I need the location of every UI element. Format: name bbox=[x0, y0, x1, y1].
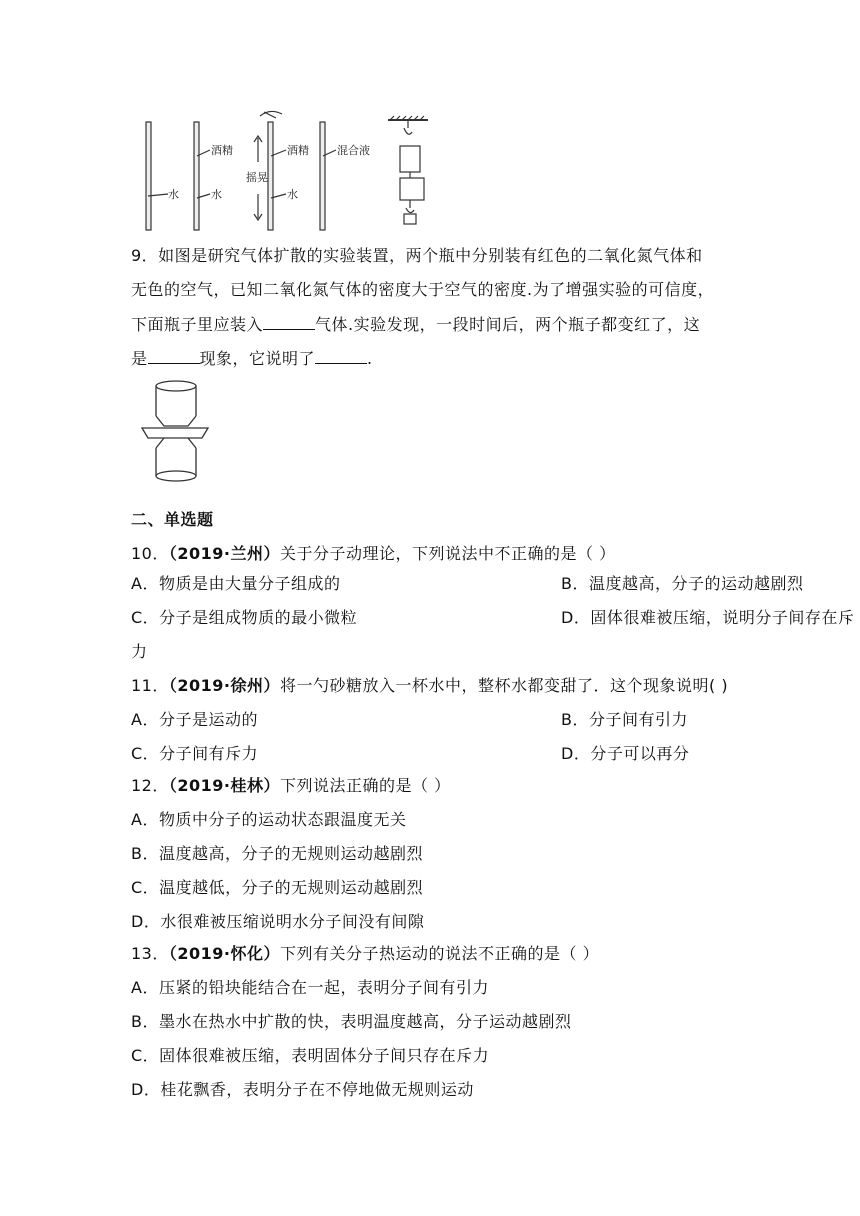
label-water-2: 水 bbox=[211, 188, 222, 201]
q9-line1: 9．如图是研究气体扩散的实验装置，两个瓶中分别装有红色的二氧化氮气体和 bbox=[131, 246, 703, 265]
q13-number: 13． bbox=[131, 944, 169, 963]
q10-option-d[interactable]: D．固体很难被压缩，说明分子间存在斥 bbox=[561, 608, 855, 627]
q13-option-b[interactable]: B．墨水在热水中扩散的快，表明温度越高，分子运动越剧烈 bbox=[131, 1012, 572, 1031]
q10-stem bbox=[131, 544, 616, 564]
label-alcohol-2: 酒精 bbox=[287, 144, 309, 157]
q10-question: 关于分子动理论，下列说法中不正确的是（ ） bbox=[280, 544, 616, 563]
q13-option-c[interactable]: C．固体很难被压缩，表明固体分子间只存在斥力 bbox=[131, 1046, 490, 1065]
q11-option-d[interactable]: D．分子可以再分 bbox=[561, 744, 690, 763]
q10-option-d-continued: 力 bbox=[131, 642, 148, 661]
q13-option-a[interactable]: A．压紧的铅块能结合在一起，表明分子间有引力 bbox=[131, 978, 489, 997]
q9-line3-a: 下面瓶子里应装入 bbox=[131, 315, 264, 334]
q10-option-c[interactable]: C．分子是组成物质的最小微粒 bbox=[131, 608, 358, 627]
q10-source: （2019·兰州） bbox=[168, 544, 280, 563]
q12-source: （2019·桂林） bbox=[168, 776, 280, 795]
q9-line4-b: 现象，它说明了 bbox=[199, 349, 316, 368]
q10-row2 bbox=[131, 608, 855, 628]
q12-option-d[interactable]: D．水很难被压缩说明水分子间没有间隙 bbox=[131, 912, 425, 931]
answer-blank-3[interactable] bbox=[315, 348, 367, 364]
q12-option-a[interactable]: A．物质中分子的运动状态跟温度无关 bbox=[131, 810, 407, 829]
q9-line4 bbox=[131, 348, 373, 369]
q13-stem bbox=[131, 944, 599, 964]
q9-line2: 无色的空气，已知二氧化氮气体的密度大于空气的密度.为了增强实验的可信度， bbox=[131, 280, 715, 299]
q10-number: 10． bbox=[131, 544, 169, 563]
q10-row1 bbox=[131, 574, 804, 594]
section-title: 二、单选题 bbox=[131, 510, 214, 529]
label-mixture: 混合液 bbox=[337, 144, 370, 157]
answer-blank-1[interactable] bbox=[263, 314, 315, 330]
q12-option-b[interactable]: B．温度越高，分子的无规则运动越剧烈 bbox=[131, 844, 423, 863]
answer-blank-2[interactable] bbox=[148, 348, 200, 364]
q11-question: 将一勺砂糖放入一杯水中，整杯水都变甜了．这个现象说明( ) bbox=[280, 676, 729, 695]
q10-option-a[interactable]: A．物质是由大量分子组成的 bbox=[131, 574, 341, 593]
q11-option-a[interactable]: A．分子是运动的 bbox=[131, 710, 258, 729]
q11-option-b[interactable]: B．分子间有引力 bbox=[561, 710, 688, 729]
q9-line4-c: . bbox=[367, 349, 373, 368]
q11-stem bbox=[131, 676, 728, 696]
q13-question: 下列有关分子热运动的说法不正确的是（ ） bbox=[280, 944, 600, 963]
q11-row2 bbox=[131, 744, 690, 764]
q9-line3 bbox=[131, 314, 700, 335]
label-water-1: 水 bbox=[168, 188, 179, 201]
q11-source: （2019·徐州） bbox=[168, 676, 280, 695]
q10-option-b[interactable]: B．温度越高，分子的运动越剧烈 bbox=[561, 574, 804, 593]
q11-row1 bbox=[131, 710, 688, 730]
q11-option-c[interactable]: C．分子间有斥力 bbox=[131, 744, 259, 763]
q12-number: 12． bbox=[131, 776, 169, 795]
label-water-3: 水 bbox=[287, 188, 298, 201]
q9-line3-b: 气体.实验发现，一段时间后，两个瓶子都变红了，这 bbox=[315, 315, 701, 334]
q12-option-c[interactable]: C．温度越低，分子的无规则运动越剧烈 bbox=[131, 878, 424, 897]
gas-bottles-figure bbox=[138, 376, 218, 484]
q9-line4-a: 是 bbox=[131, 349, 148, 368]
q12-stem bbox=[131, 776, 451, 796]
label-shake: 摇晃 bbox=[246, 171, 268, 184]
q11-number: 11． bbox=[131, 676, 169, 695]
q13-source: （2019·怀化） bbox=[168, 944, 280, 963]
experiment-tubes-figure bbox=[138, 108, 438, 234]
q12-question: 下列说法正确的是（ ） bbox=[280, 776, 451, 795]
q13-option-d[interactable]: D．桂花飘香，表明分子在不停地做无规则运动 bbox=[131, 1080, 474, 1099]
label-alcohol-1: 酒精 bbox=[211, 144, 233, 157]
